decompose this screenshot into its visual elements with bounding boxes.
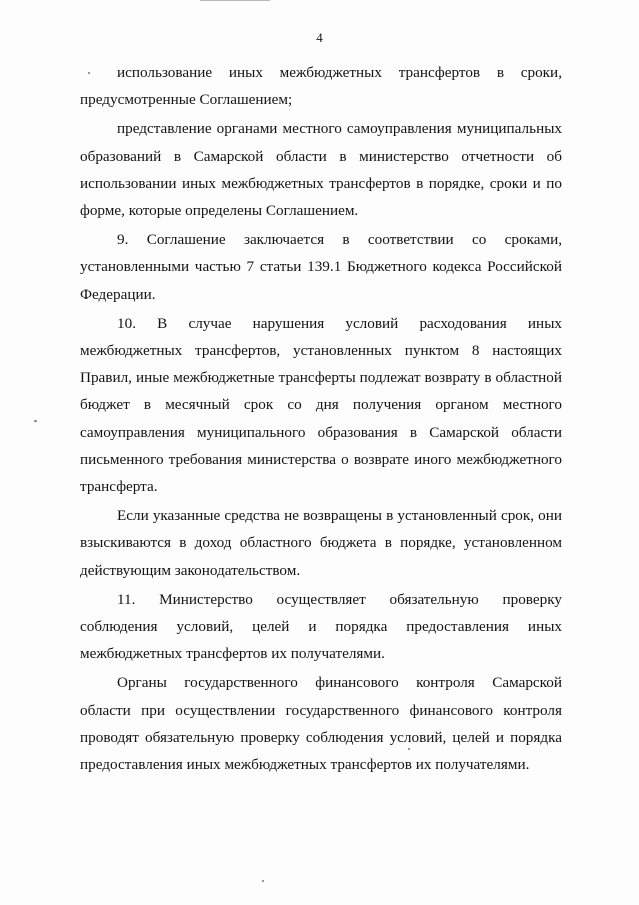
paragraph-clause-10: 10. В случае нарушения условий расходования иных межбюджетных трансфертов, установленных пунктом 8 настоящих Правил, иные межбюджетные трансферты подлежат возврату в областной бюджет в месячный срок со дня получения органом местного самоуправления муниципального образования в Самарской области письменного требования министерства о возврате иного межбюджетного трансферта. xyxy=(80,314,562,496)
scan-dot xyxy=(88,72,90,74)
scan-dot xyxy=(408,748,410,750)
paragraph-funds-usage-deadline: использование иных межбюджетных трансфертов в сроки, предусмотренные Соглашением; xyxy=(80,64,562,109)
page-number: 4 xyxy=(316,30,323,45)
paragraph-recovery: Если указанные средства не возвращены в установленный срок, они взыскиваются в доход областного бюджета в порядке, установленном действующим законодательством. xyxy=(80,507,562,579)
paragraph-clause-11: 11. Министерство осуществляет обязательную проверку соблюдения условий, целей и порядка предоставления иных межбюджетных трансфертов их получателями. xyxy=(80,590,562,663)
paragraph-clause-9: 9. Соглашение заключается в соответствии со сроками, установленными частью 7 статьи 139.1 Бюджетного кодекса Российской Федерации. xyxy=(80,231,562,303)
scan-dot xyxy=(34,420,37,422)
document-body xyxy=(80,59,562,780)
paragraph-financial-control: Органы государственного финансового контроля Самарской области при осуществлении государственного финансового контроля проводят обязательную проверку соблюдения условий, целей и порядка предоставления иных межбюджетных трансфертов их получателями. xyxy=(80,674,562,774)
scan-edge-line xyxy=(200,0,270,1)
paragraph-reporting: представление органами местного самоуправления муниципальных образований в Самарской области в министерство отчетности об использовании иных межбюджетных трансфертов в порядке, сроки и по форме, которые определены Соглашением. xyxy=(80,120,562,220)
scan-dot xyxy=(262,880,264,882)
